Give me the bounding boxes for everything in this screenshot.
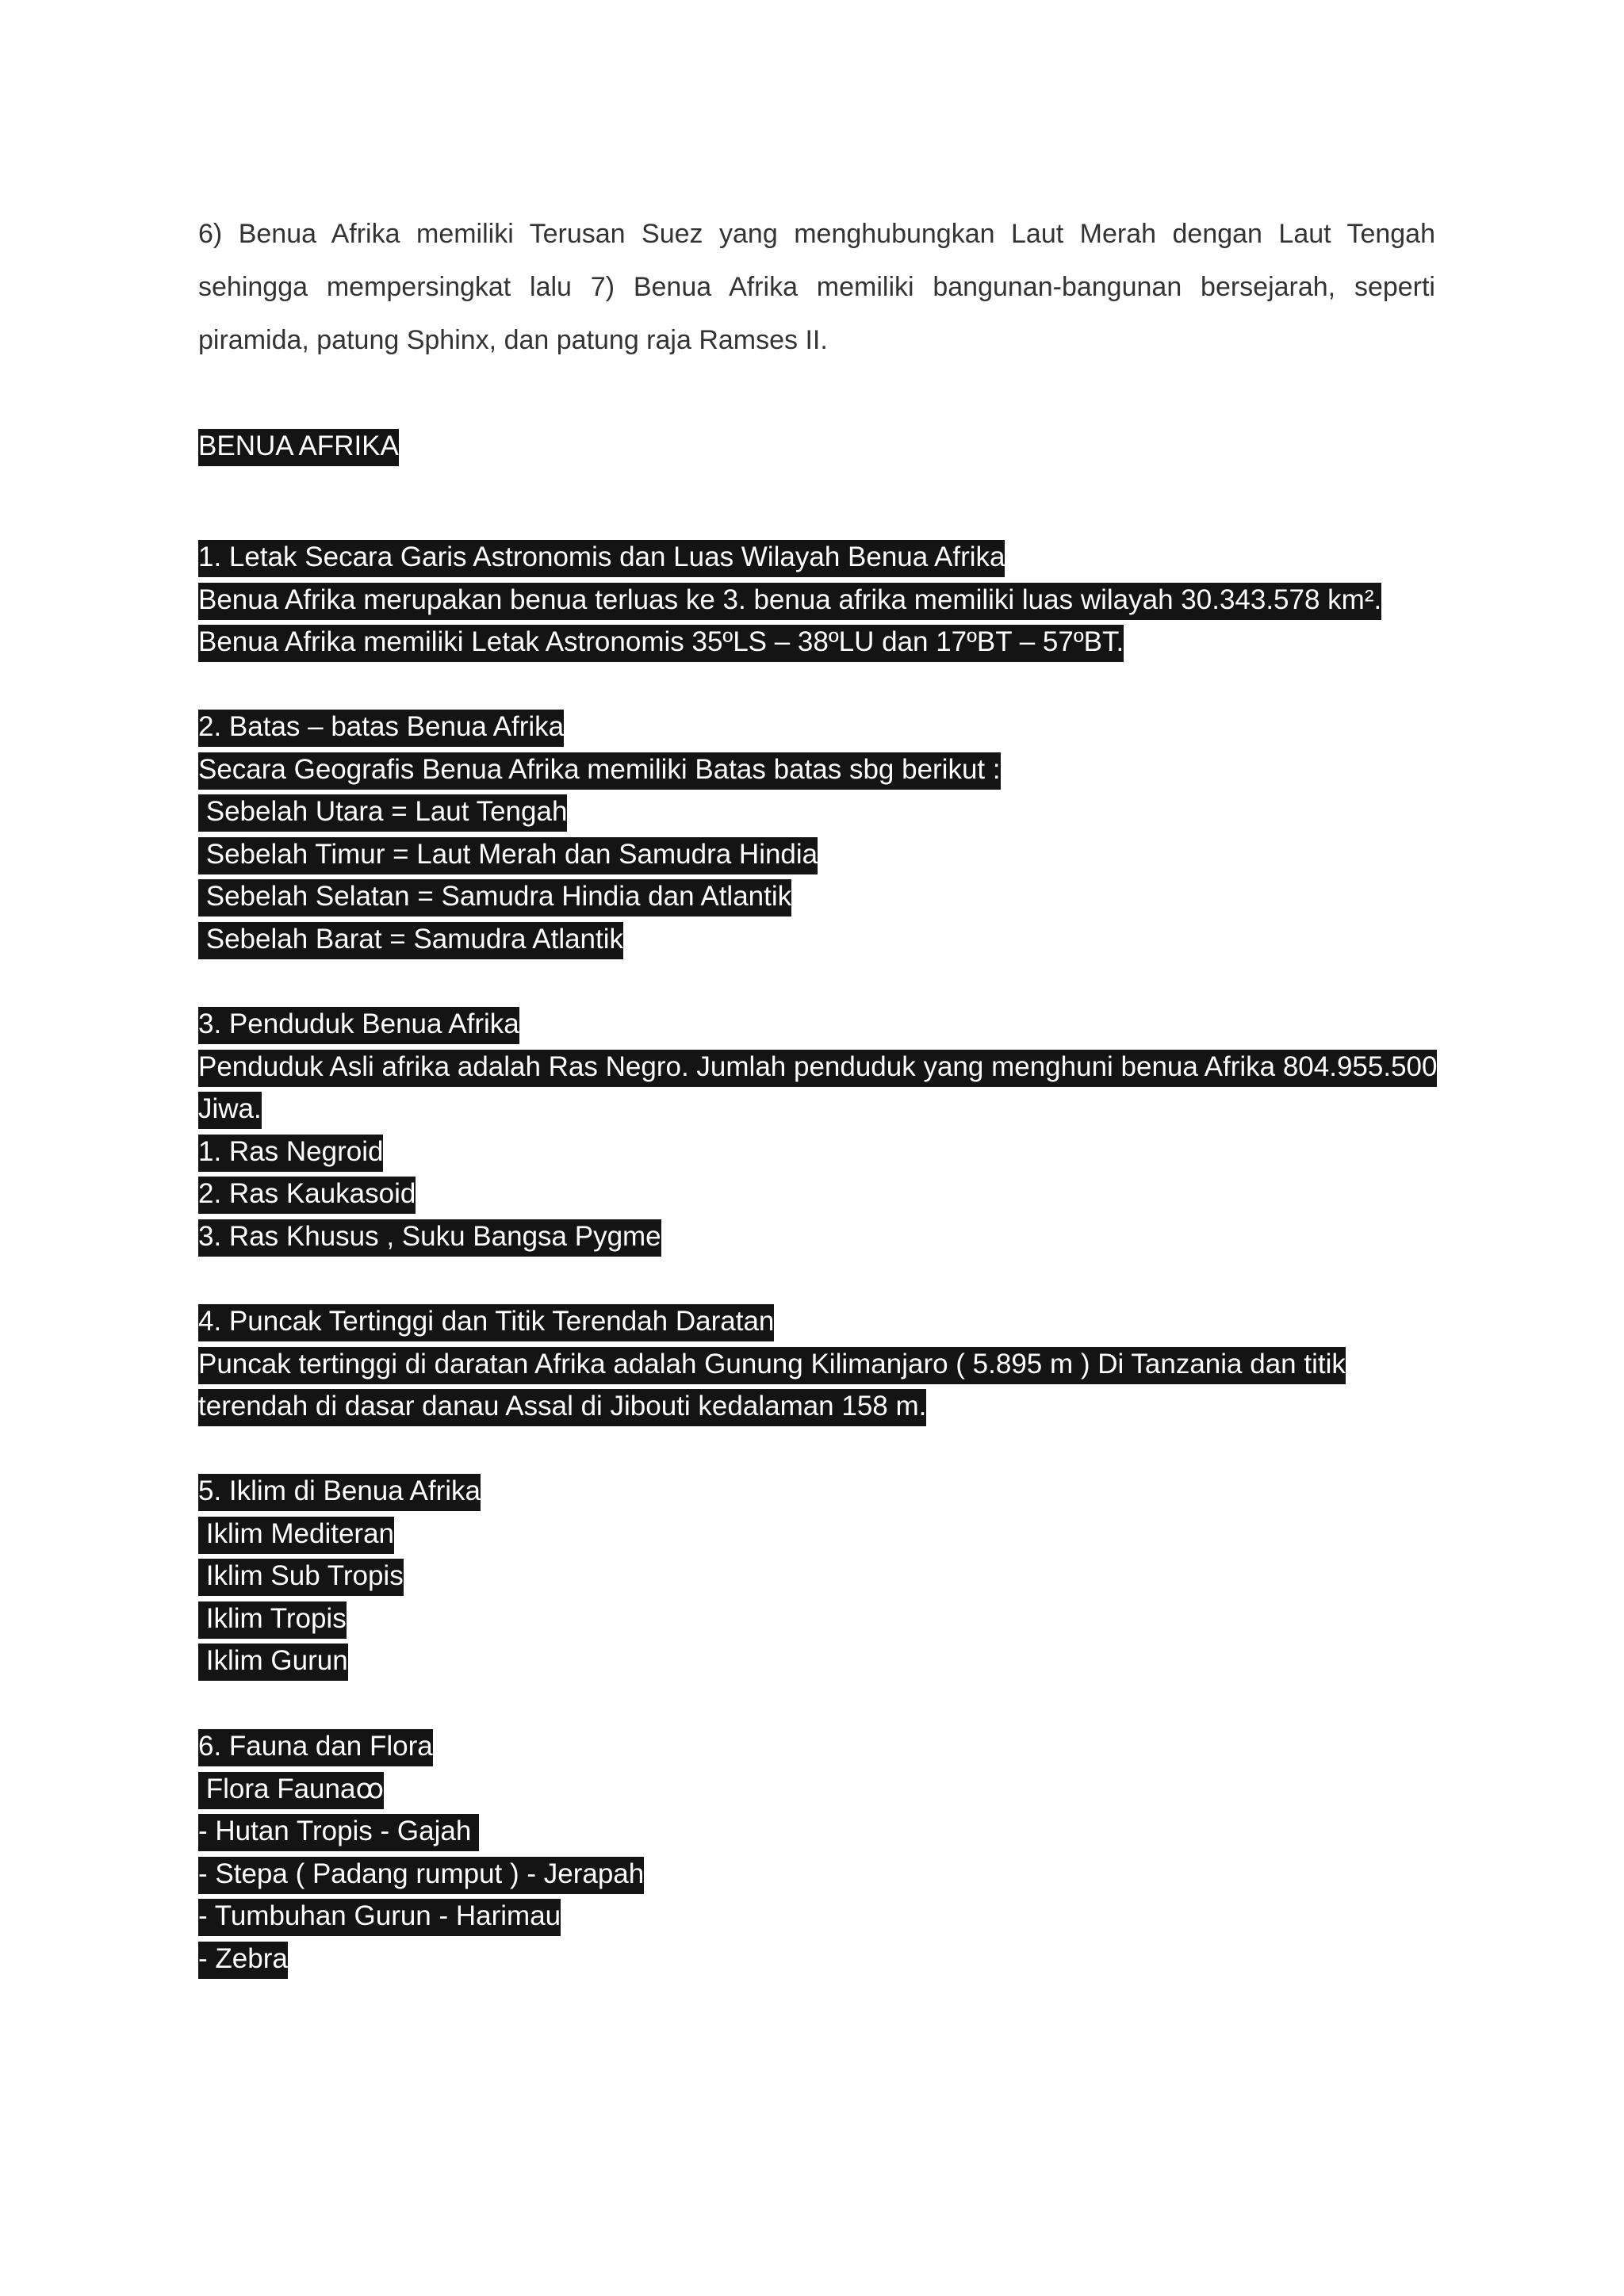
- list-item: - Zebra: [198, 1942, 288, 1979]
- section-heading: 6. Fauna dan Flora: [198, 1729, 433, 1766]
- section-heading: 4. Puncak Tertinggi dan Titik Terendah Daratan: [198, 1304, 774, 1341]
- list-item: 2. Ras Kaukasoid: [198, 1177, 416, 1214]
- section-text: Benua Afrika memiliki Letak Astronomis 35ºLS – 38ºLU dan 17ºBT – 57ºBT.: [198, 625, 1124, 662]
- section-heading: 2. Batas – batas Benua Afrika: [198, 710, 564, 747]
- section-text: Penduduk Asli afrika adalah Ras Negro. Jumlah penduduk yang menghuni benua Afrika 804.955.500: [198, 1050, 1437, 1087]
- list-item: Sebelah Utara = Laut Tengah: [198, 794, 567, 832]
- list-item: Iklim Tropis: [198, 1601, 347, 1639]
- list-item: Sebelah Barat = Samudra Atlantik: [198, 922, 623, 959]
- section-iklim: [198, 1470, 481, 1682]
- section-subheading: [198, 1772, 384, 1809]
- list-item: - Tumbuhan Gurun - Harimau: [198, 1899, 561, 1936]
- intro-paragraph: 6) Benua Afrika memiliki Terusan Suez yang menghubungkan Laut Merah dengan Laut Tengah sehingga mempersingkat lalu 7) Benua Afrika memiliki bangunan-bangunan bersejarah, seperti piramida, patung Sphinx, dan patung raja Ramses II.: [198, 219, 1435, 355]
- section-heading: 5. Iklim di Benua Afrika: [198, 1474, 481, 1511]
- section-penduduk: [198, 1003, 1437, 1258]
- list-item: 3. Ras Khusus , Suku Bangsa Pygme: [198, 1219, 661, 1257]
- list-item: Sebelah Selatan = Samudra Hindia dan Atlantik: [198, 879, 791, 916]
- list-item: - Hutan Tropis - Gajah: [198, 1814, 479, 1851]
- section-batas: [198, 706, 1001, 961]
- section-text: Secara Geografis Benua Afrika memiliki Batas batas sbg berikut :: [198, 752, 1001, 790]
- section-text: Puncak tertinggi di daratan Afrika adalah Gunung Kilimanjaro ( 5.895 m ) Di Tanzania dan titik: [198, 1347, 1346, 1384]
- section-text: Benua Afrika merupakan benua terluas ke 3. benua afrika memiliki luas wilayah 30.343.578 km².: [198, 583, 1381, 620]
- main-title: BENUA AFRIKA: [198, 429, 399, 466]
- section-text: Jiwa.: [198, 1092, 262, 1129]
- list-item: Iklim Gurun: [198, 1644, 348, 1681]
- section-text: terendah di dasar danau Assal di Jibouti kedalaman 158 m.: [198, 1389, 926, 1426]
- section-astronomis: [198, 536, 1381, 664]
- section-puncak: [198, 1300, 1346, 1428]
- infinity-symbol-icon: ꝏ: [355, 1773, 385, 1804]
- list-item: 1. Ras Negroid: [198, 1135, 383, 1172]
- section-heading: 1. Letak Secara Garis Astronomis dan Luas Wilayah Benua Afrika: [198, 540, 1005, 577]
- list-item: Iklim Mediteran: [198, 1517, 394, 1554]
- subheading-text: Flora Fauna: [198, 1773, 356, 1804]
- section-fauna-flora: [198, 1725, 644, 1980]
- list-item: Iklim Sub Tropis: [198, 1559, 404, 1596]
- main-title-block: [198, 425, 399, 468]
- list-item: Sebelah Timur = Laut Merah dan Samudra Hindia: [198, 837, 818, 874]
- list-item: - Stepa ( Padang rumput ) - Jerapah: [198, 1857, 644, 1894]
- section-heading: 3. Penduduk Benua Afrika: [198, 1007, 519, 1044]
